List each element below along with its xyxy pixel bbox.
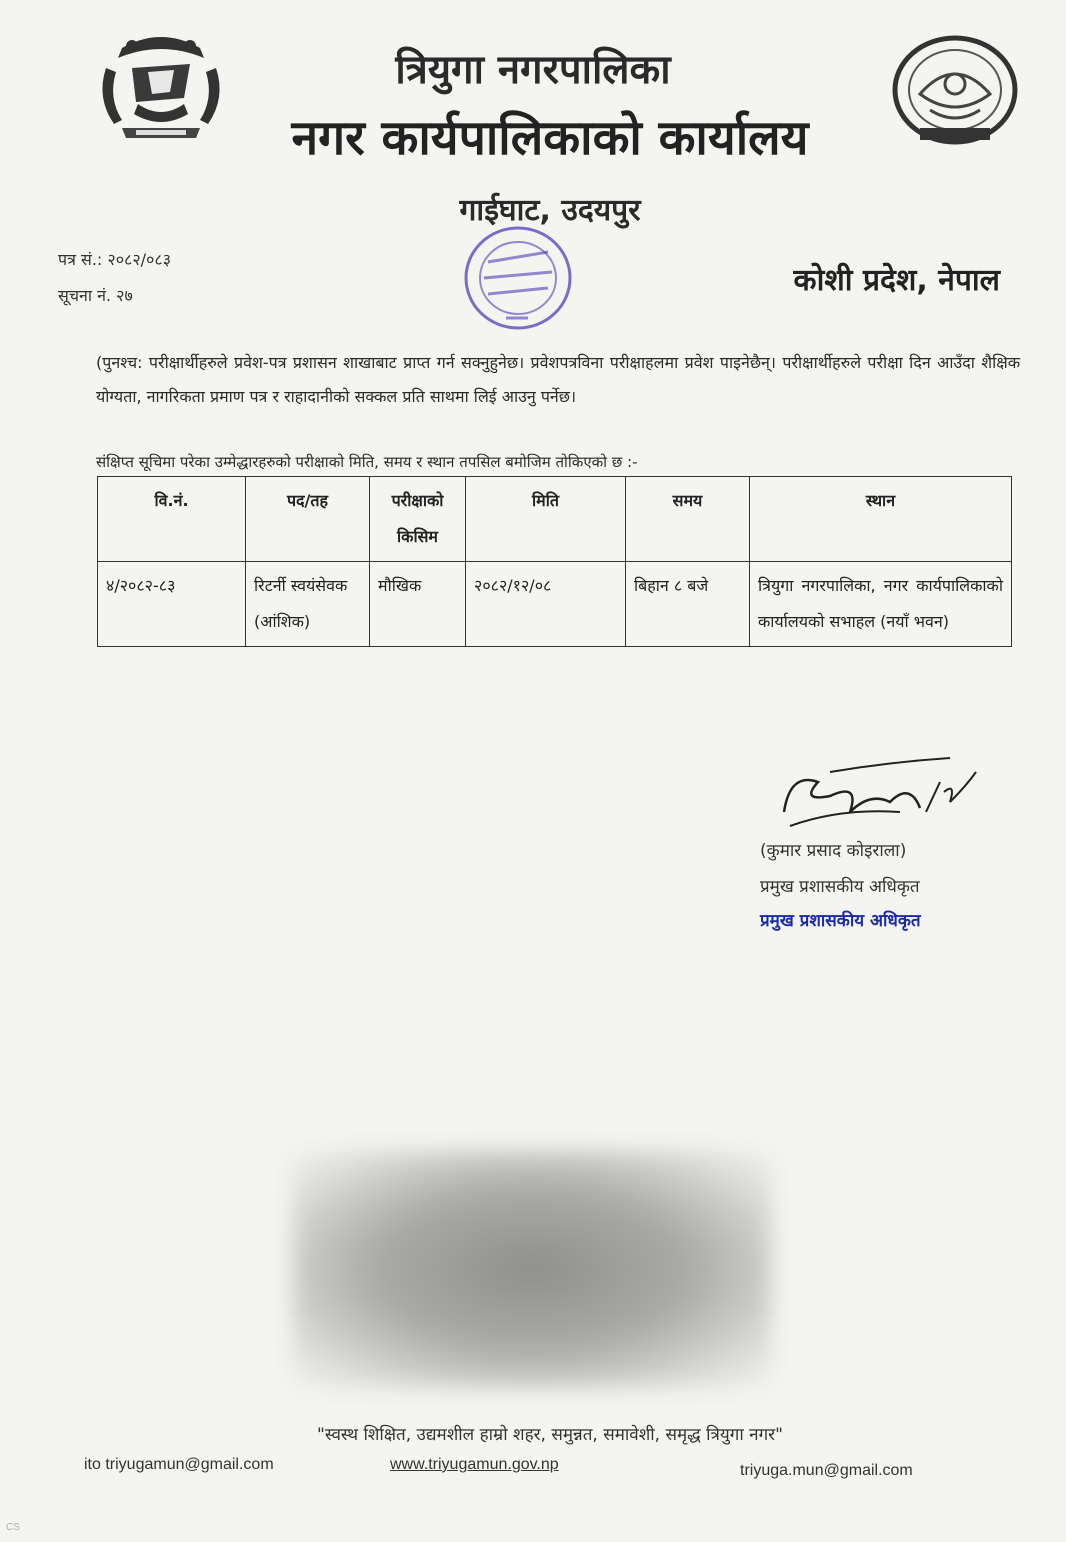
footer-motto: "स्वस्थ शिक्षित, उद्यमशील हाम्रो शहर, समुन्नत, समावेशी, समृद्ध त्रियुगा नगर" xyxy=(317,1425,783,1445)
signatory-name: (कुमार प्रसाद कोइराला) xyxy=(760,841,907,861)
cell-date: २०८२/१२/०८ xyxy=(466,562,626,647)
cell-exam-type: मौखिक xyxy=(370,562,466,647)
footer-email-left: ito triyugamun@gmail.com xyxy=(84,1456,274,1473)
signatory-title: प्रमुख प्रशासकीय अधिकृत xyxy=(760,877,920,897)
footer-email-right: triyuga.mun@gmail.com xyxy=(740,1462,913,1479)
table-row xyxy=(98,562,1012,647)
col-header-date: मिति xyxy=(466,477,626,562)
cell-time: बिहान ८ बजे xyxy=(626,562,750,647)
cell-venue: त्रियुगा नगरपालिका, नगर कार्यपालिकाको कार्यालयको सभाहल (नयाँ भवन) xyxy=(750,562,1012,647)
notice-intro: संक्षिप्त सूचिमा परेका उम्मेद्धारहरुको परीक्षाको मिति, समय र स्थान तपसिल बमोजिम तोकिएको छ :- xyxy=(96,453,638,471)
municipality-name: त्रियुगा नगरपालिका xyxy=(395,47,671,93)
office-stamp-icon xyxy=(458,222,578,340)
cell-sn: ४/२०८२-८३ xyxy=(98,562,246,647)
cell-post: रिटर्नी स्वयंसेवक (आंशिक) xyxy=(246,562,370,647)
blurred-region xyxy=(292,1150,772,1388)
province-country: कोशी प्रदेश, नेपाल xyxy=(793,263,1000,298)
col-header-venue: स्थान xyxy=(750,477,1012,562)
office-name: नगर कार्यपालिकाको कार्यालय xyxy=(291,110,809,166)
signature-icon xyxy=(770,752,990,842)
notice-number: सूचना नं. २७ xyxy=(58,286,133,305)
footer-website: www.triyugamun.gov.np xyxy=(390,1456,559,1473)
col-header-sn: वि.नं. xyxy=(98,477,246,562)
col-header-exam-type: परीक्षाको किसिम xyxy=(370,477,466,562)
col-header-time: समय xyxy=(626,477,750,562)
signatory-stamp: प्रमुख प्रशासकीय अधिकृत xyxy=(760,911,921,931)
scan-watermark: CS xyxy=(6,1522,20,1533)
office-address: गाईघाट, उदयपुर xyxy=(459,193,641,228)
table-header-row xyxy=(98,477,1012,562)
exam-schedule-table xyxy=(97,476,1012,647)
letter-number: पत्र सं.: २०८२/०८३ xyxy=(58,250,172,269)
notice-paragraph: (पुनश्च: परीक्षार्थीहरुले प्रवेश-पत्र प्रशासन शाखाबाट प्राप्त गर्न सक्नुहुनेछ। प्रवेशपत्रविना परीक्षाहलमा प्रवेश पाइनेछैन्। परीक्षार्थीहरुले परीक्षा दिन आउँदा शैक्षिक योग्यता, नागरिकता प्रमाण पत्र र राहादानीको सक्कल प्रति साथमा लिई आउनु पर्नेछ। xyxy=(96,353,1020,406)
col-header-post: पद/तह xyxy=(246,477,370,562)
